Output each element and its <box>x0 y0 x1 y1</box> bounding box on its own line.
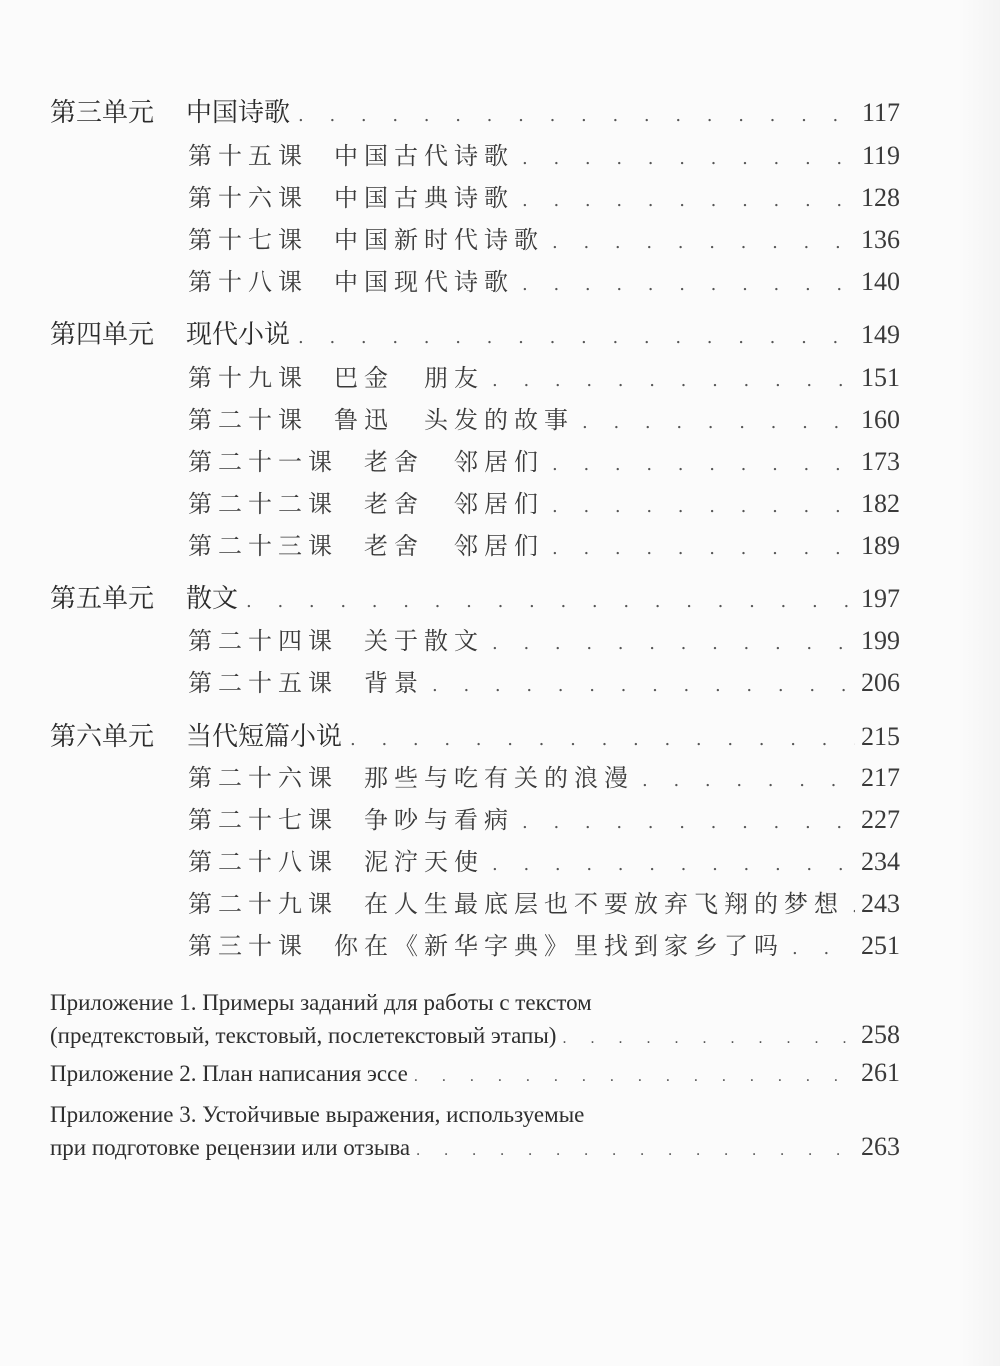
dot-leader <box>246 591 855 612</box>
lesson-row <box>188 800 900 834</box>
lesson-title: 中国古代诗歌 <box>334 142 514 170</box>
lesson-row <box>188 220 900 254</box>
lesson-number: 第二十四课 <box>188 627 338 655</box>
lesson-number: 第十七课 <box>188 226 308 254</box>
dot-leader <box>552 454 855 475</box>
lesson-number: 第二十七课 <box>188 806 338 834</box>
appendix-entry <box>50 1102 900 1166</box>
lesson-number: 第二十六课 <box>188 764 338 792</box>
lesson-row <box>188 262 900 296</box>
lesson-number: 第二十五课 <box>188 669 338 697</box>
page-number: 215 <box>861 722 900 751</box>
lesson-number: 第二十二课 <box>188 490 338 518</box>
dot-leader <box>852 896 855 917</box>
page-number: 263 <box>861 1132 900 1161</box>
dot-leader <box>552 538 855 559</box>
page-edge-shadow <box>960 0 1000 1366</box>
unit-number: 第六单元 <box>50 722 155 752</box>
page-number: 173 <box>861 447 900 476</box>
page-number: 140 <box>861 267 900 296</box>
unit-title: 现代小说 <box>186 320 291 350</box>
page-number: 199 <box>861 626 900 655</box>
page-number: 151 <box>861 363 900 392</box>
lesson-number: 第二十三课 <box>188 532 338 560</box>
lesson-row <box>188 442 900 476</box>
lesson-row <box>188 663 900 697</box>
dot-leader <box>522 812 855 833</box>
appendix-entry <box>50 990 900 1054</box>
dot-leader <box>562 1030 853 1048</box>
lesson-row <box>188 400 900 434</box>
dot-leader <box>298 105 856 126</box>
page-number: 182 <box>861 489 900 518</box>
page-number: 160 <box>861 405 900 434</box>
dot-leader <box>642 770 855 791</box>
page-number: 136 <box>861 225 900 254</box>
page-number: 189 <box>861 531 900 560</box>
lesson-row <box>188 926 900 960</box>
page-number: 128 <box>861 183 900 212</box>
lesson-number: 第二十课 <box>188 406 308 434</box>
unit-row <box>50 92 900 128</box>
unit-row <box>50 716 900 752</box>
lesson-number: 第十九课 <box>188 364 308 392</box>
unit-number: 第四单元 <box>50 320 155 350</box>
lesson-title: 中国新时代诗歌 <box>334 226 544 254</box>
dot-leader <box>552 496 855 517</box>
lesson-row <box>188 484 900 518</box>
lesson-row <box>188 136 900 170</box>
lesson-title: 老舍 邻居们 <box>364 490 544 518</box>
dot-leader <box>350 729 855 750</box>
lesson-title: 背景 <box>364 669 424 697</box>
appendix-last-line <box>50 1058 900 1092</box>
lesson-number: 第二十一课 <box>188 448 338 476</box>
lesson-title: 巴金 朋友 <box>334 364 484 392</box>
lesson-row <box>188 178 900 212</box>
unit-title: 中国诗歌 <box>186 98 291 128</box>
unit-title: 散文 <box>186 584 239 614</box>
appendix-entry <box>50 1058 900 1092</box>
lesson-title: 争吵与看病 <box>364 806 514 834</box>
appendix-title-line: Приложение 3. Устойчивые выражения, используемые <box>50 1102 585 1127</box>
dot-leader <box>414 1068 853 1086</box>
dot-leader <box>492 370 855 391</box>
lesson-number: 第二十八课 <box>188 848 338 876</box>
unit-number: 第五单元 <box>50 584 155 614</box>
dot-leader <box>298 327 855 348</box>
dot-leader <box>522 148 856 169</box>
unit-row <box>50 578 900 614</box>
page-number: 217 <box>861 763 900 792</box>
unit-number: 第三单元 <box>50 98 155 128</box>
lesson-title: 鲁迅 头发的故事 <box>334 406 574 434</box>
dot-leader <box>492 854 855 875</box>
lesson-row <box>188 758 900 792</box>
dot-leader <box>416 1142 853 1160</box>
page-number: 206 <box>861 668 900 697</box>
lesson-row <box>188 621 900 655</box>
lesson-title: 关于散文 <box>364 627 484 655</box>
page-number: 234 <box>861 847 900 876</box>
appendix-title-line: (предтекстовый, текстовый, послетекстовый этапы) <box>50 1023 557 1048</box>
lesson-title: 你在《新华字典》里找到家乡了吗 <box>334 932 784 960</box>
page-number: 119 <box>861 141 900 170</box>
page-number: 117 <box>861 98 900 127</box>
page-number: 261 <box>861 1058 900 1087</box>
page-number: 227 <box>861 805 900 834</box>
page-number: 197 <box>861 584 900 613</box>
lesson-title: 那些与吃有关的浪漫 <box>364 764 634 792</box>
lesson-title: 在人生最底层也不要放弃飞翔的梦想 <box>364 890 844 918</box>
lesson-number: 第二十九课 <box>188 890 338 918</box>
lesson-row <box>188 526 900 560</box>
dot-leader <box>792 938 855 959</box>
unit-row <box>50 314 900 350</box>
dot-leader <box>522 190 855 211</box>
dot-leader <box>582 412 855 433</box>
lesson-title: 老舍 邻居们 <box>364 532 544 560</box>
dot-leader <box>522 274 855 295</box>
lesson-title: 泥泞天使 <box>364 848 484 876</box>
appendix-title-line: Приложение 2. План написания эссе <box>50 1061 408 1086</box>
dot-leader <box>432 675 855 696</box>
appendix-last-line <box>50 1132 900 1166</box>
lesson-title: 中国现代诗歌 <box>334 268 514 296</box>
page-number: 251 <box>861 931 900 960</box>
lesson-row <box>188 358 900 392</box>
page-number: 258 <box>861 1020 900 1049</box>
lesson-row <box>188 842 900 876</box>
lesson-number: 第十八课 <box>188 268 308 296</box>
appendix-title-line: Приложение 1. Примеры заданий для работы с текстом <box>50 990 592 1015</box>
lesson-title: 中国古典诗歌 <box>334 184 514 212</box>
unit-title: 当代短篇小说 <box>186 722 343 752</box>
lesson-row <box>188 884 900 918</box>
lesson-title: 老舍 邻居们 <box>364 448 544 476</box>
lesson-number: 第三十课 <box>188 932 308 960</box>
lesson-number: 第十五课 <box>188 142 308 170</box>
appendix-title-line: при подготовке рецензии или отзыва <box>50 1135 411 1160</box>
lesson-number: 第十六课 <box>188 184 308 212</box>
dot-leader <box>552 232 855 253</box>
dot-leader <box>492 633 855 654</box>
appendix-last-line <box>50 1020 900 1054</box>
page-number: 149 <box>861 320 900 349</box>
page-number: 243 <box>861 889 900 918</box>
